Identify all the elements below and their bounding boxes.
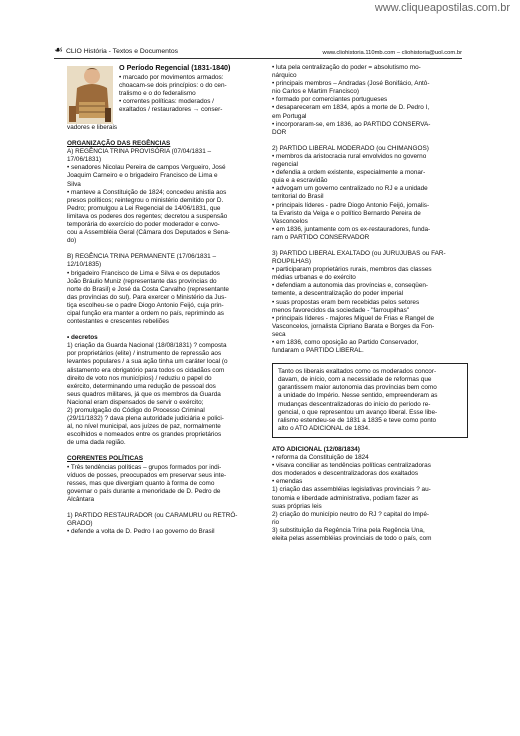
paragraph-line: por proprietários (elite) / instrumento de repressão aos [67, 350, 222, 358]
paragraph-line: em Portugal [272, 112, 307, 120]
box-line: mudanças descentralizadoras do início do período re- [278, 400, 431, 408]
page-title: O Período Regencial (1831-1840) [119, 63, 231, 72]
title-text [119, 64, 259, 115]
intro-line: • marcado por movimentos armados: [119, 74, 224, 82]
paragraph-line: escolhidos e nomeados entre os grandes proprietários [67, 431, 222, 439]
paragraph-line: tiça escolheu-se o padre Diogo Antonio Feijó, cuja prin- [67, 301, 224, 309]
paragraph-line: GRADO) [67, 520, 93, 528]
paragraph-line: • principais membros – Andradas (José Bonifácio, Antô- [272, 80, 430, 88]
paragraph-line: • incorporaram-se, em 1836, ao PARTIDO CONSERVA- [272, 120, 431, 128]
paragraph-line: • membros da aristocracia rural envolvidos no governo [272, 152, 427, 160]
paragraph-line: 17/06/1831) [67, 156, 102, 164]
header-contact[interactable]: www.cliohistoria.110mb.com – cliohistoria@uol.com.br [322, 50, 462, 56]
paragraph-line: regencial [272, 161, 298, 169]
paragraph-line: nárquico [272, 72, 297, 80]
section-heading-correntes: CORRENTES POLÍTICAS [67, 455, 143, 463]
paragraph-line: eleita pelas assembléias provinciais de todo o país, com [272, 534, 432, 542]
paragraph-line: • visava conciliar as tendências políticas centralizadoras [272, 462, 431, 470]
paragraph-line: Alcântara [67, 495, 94, 503]
intro-line: exaltados / restauradores → conser- [119, 106, 223, 114]
paragraph-line: 3) PARTIDO LIBERAL EXALTADO (ou JURUJUBAS ou FAR- [272, 249, 446, 257]
decretos-block [67, 342, 259, 447]
decretos-heading: • decretos [67, 334, 98, 342]
portrait-image [67, 66, 113, 124]
paragraph-line: Vasconcelos [272, 217, 308, 225]
paragraph-line: 2) PARTIDO LIBERAL MODERADO (ou CHIMANGOS) [272, 144, 429, 152]
box-line: alto o ATO ADICIONAL de 1834. [278, 424, 370, 432]
paragraph-line: quia e a escravidão [272, 177, 328, 185]
box-line: a unidade do Império. Nesse sentido, empreenderam as [278, 392, 438, 400]
paragraph-line: 1) criação das assembléias legislativas provinciais ? au- [272, 486, 431, 494]
paragraph-line: das províncias do sul). Para exercer o Ministério da Jus- [67, 293, 227, 301]
paragraph-line: • advogam um governo centralizado no RJ e a unidade [272, 185, 428, 193]
paragraph-line: • Três tendências políticas – grupos formados por indi- [67, 463, 222, 471]
paragraph-line: limitava os poderes dos regentes; decretou a suspensão [67, 212, 228, 220]
paragraph-line: • principais líderes - padre Diogo Antonio Feijó, jornalis- [272, 201, 430, 209]
regencia-b-block [67, 253, 259, 326]
paragraph-line: • defendia a ordem existente, especialmente a monar- [272, 169, 426, 177]
paragraph-line: al, no nível municipal, aos juízes de paz, normalmente [67, 423, 221, 431]
regencia-a-block [67, 148, 259, 245]
header-brand [54, 46, 178, 56]
paragraph-line: • senadores Nicolau Pereira de campos Vergueiro, José [67, 164, 226, 172]
box-line: ralismo estendeu-se de 1831 a 1835 e teve como ponto [278, 416, 437, 424]
paragraph-line: víduos de posses, preocupados em preservar seus inte- [67, 471, 227, 479]
section-heading-ato-adicional: ATO ADICIONAL (12/08/1834) [272, 445, 360, 453]
intro-line: choacam-se dois princípios: o do cen- [119, 82, 227, 90]
paragraph-line: DOR [272, 128, 287, 136]
paragraph-line: nio Carlos e Martim Francisco) [272, 88, 360, 96]
box-line: davam, de início, com a necessidade de reformas que [278, 376, 432, 384]
paragraph-line: João Bráulio Muniz (representante das províncias do [67, 277, 217, 285]
paragraph-line: Joaquim Carneiro e o brigadeiro Francisco de Lima e [67, 172, 218, 180]
paragraph-line: seus quadros militares, já que os membros da Guarda [67, 390, 221, 398]
paragraph-line: levantes populares / a sua ação tinha um caráter local (o [67, 358, 228, 366]
box-line: garantissem maior autonomia das províncias bem como [278, 384, 437, 392]
title-block [67, 64, 259, 124]
header-title: CLIO História - Textos e Documentos [65, 47, 179, 55]
paragraph-line: dos moderados e descentralizadoras dos exaltados [272, 470, 419, 478]
paragraph-line: cipal função era manter a ordem no país, reprimindo as [67, 309, 225, 317]
section-heading-organizacao: ORGANIZAÇÃO DAS REGÊNCIAS [67, 140, 171, 148]
intro-tail: vadores e liberais [67, 124, 118, 131]
paragraph-line: 2) promulgação do Código do Processo Criminal [67, 407, 205, 414]
paragraph-line: ram o PARTIDO CONSERVADOR [272, 233, 370, 241]
paragraph-line: tonomia e liberdade administrativa, podiam fazer as [272, 494, 419, 502]
paragraph-line: cou a Assembléia Geral (Câmara dos Deputados e Sena- [67, 229, 231, 237]
paragraph-line: suas próprias leis [272, 502, 322, 510]
summary-box [272, 363, 468, 438]
paragraph-line: presos políticos; reintegrou o ministério demitido por D. [67, 196, 224, 204]
paragraph-line: médias urbanas e do exército [272, 274, 356, 282]
paragraph-line: • reforma da Constituição de 1824 [272, 454, 369, 462]
paragraph-line: • suas propostas eram bem recebidas pelos setores [272, 298, 420, 306]
paragraph-line: 1) PARTIDO RESTAURADOR (ou CARAMURU ou RETRÓ- [67, 512, 238, 520]
box-line: gencial, o que representou um avanço liberal. Esse libe- [278, 408, 438, 416]
left-column [67, 64, 259, 536]
moderado-block [272, 145, 464, 242]
paragraph-line: • principais líderes - majores Miguel de Frias e Rangel de [272, 314, 435, 322]
paragraph-line: 3) substituição da Regência Trina pela Regência Una, [272, 526, 425, 534]
site-url[interactable]: www.cliqueapostilas.com.br [374, 2, 510, 14]
clio-logo-icon: ☙ [54, 45, 63, 56]
paragraph-line: • em 1836, como oposição ao Partido Conservador, [272, 339, 419, 346]
paragraph-line: temente, a descentralização do poder imperial [272, 290, 404, 298]
box-line: Tanto os liberais exaltados como os moderados concor- [278, 368, 437, 376]
correntes-block [67, 464, 259, 504]
paragraph-line: Vasconcelos, jornalista Cipriano Barata e Borges da Fon- [272, 322, 435, 330]
paragraph-line: • participaram proprietários rurais, membros das classes [272, 266, 432, 274]
paragraph-line: ta Evaristo da Veiga e o político Bernardo Pereira de [272, 209, 421, 217]
paragraph-line: territorial do Brasil [272, 193, 324, 201]
exaltado-block [272, 250, 464, 355]
page-header [54, 44, 462, 59]
paragraph-line: norte do Brasil) e José da Costa Carvalho (representante [67, 285, 229, 293]
paragraph-line: direito de voto nos municípios) / reduziu o papel do [67, 374, 212, 382]
paragraph-line: fundaram o PARTIDO LIBERAL. [272, 347, 364, 355]
paragraph-line: Nacional eram dispensados de servir o exército; [67, 398, 204, 406]
restaurador-cont-block [272, 64, 464, 137]
paragraph-line: • em 1836, juntamente com os ex-restauradores, funda- [272, 225, 431, 233]
restaurador-block [67, 512, 259, 536]
right-column [272, 64, 464, 543]
paragraph-line: menos favorecidos da sociedade - "farroupilhas" [272, 306, 410, 314]
paragraph-line: • desapareceram em 1834, após a morte de D. Pedro I, [272, 104, 430, 112]
paragraph-line: alistamento era obrigatório para todos os cidadãos com [67, 366, 225, 374]
paragraph-line: governar o país durante a menoridade de D. Pedro de [67, 487, 221, 495]
paragraph-line: resses, mas que divergiam quanto à forma de como [67, 479, 215, 487]
paragraph-line: A) REGÊNCIA TRINA PROVISÓRIA (07/04/1831 – [67, 148, 212, 156]
paragraph-line: (29/11/1832) ? dava plena autoridade judiciária e polici- [67, 415, 224, 423]
paragraph-line: • manteve a Constituição de 1824; concedeu anistia aos [67, 188, 227, 196]
paragraph-line: do) [67, 237, 77, 245]
paragraph-line: de uma dada região. [67, 439, 126, 447]
paragraph-line: B) REGÊNCIA TRINA PERMANENTE (17/06/1831 – [67, 253, 217, 261]
paragraph-line: • luta pela centralização do poder = absolutismo mo- [272, 64, 421, 71]
paragraph-line: 2) criação do município neutro do RJ ? capital do Impé- [272, 510, 430, 518]
paragraph-line: Pedro; promulgou a Lei Regencial de 14/06/1831, que [67, 204, 221, 212]
paragraph-line: Silva [67, 180, 81, 188]
paragraph-line: rio [272, 518, 280, 526]
paragraph-line: • brigadeiro Francisco de Lima e Silva e os deputados [67, 269, 220, 277]
paragraph-line: seca [272, 330, 286, 338]
paragraph-line: contestantes e crescentes rebeliões [67, 318, 169, 326]
paragraph-line: • emendas [272, 478, 303, 486]
intro-line: • correntes políticas: moderados / [119, 98, 214, 106]
paragraph-line: exército, determinando uma redução de pessoal dos [67, 382, 216, 390]
paragraph-line: • defendiam a autonomia das províncias e, conseqüen- [272, 282, 429, 290]
paragraph-line: 12/10/1835) [67, 261, 102, 269]
paragraph-line: 1) criação da Guarda Nacional (18/08/1831) ? composta [67, 342, 227, 350]
ato-block [272, 454, 464, 543]
paragraph-line: • formado por comerciantes portugueses [272, 96, 388, 104]
paragraph-line: • defende a volta de D. Pedro I ao governo do Brasil [67, 528, 215, 536]
intro-line: tralismo e o do federalismo [119, 90, 196, 98]
paragraph-line: temporária do exercício do poder moderador e convo- [67, 221, 220, 229]
paragraph-line: ROUPILHAS) [272, 258, 312, 266]
